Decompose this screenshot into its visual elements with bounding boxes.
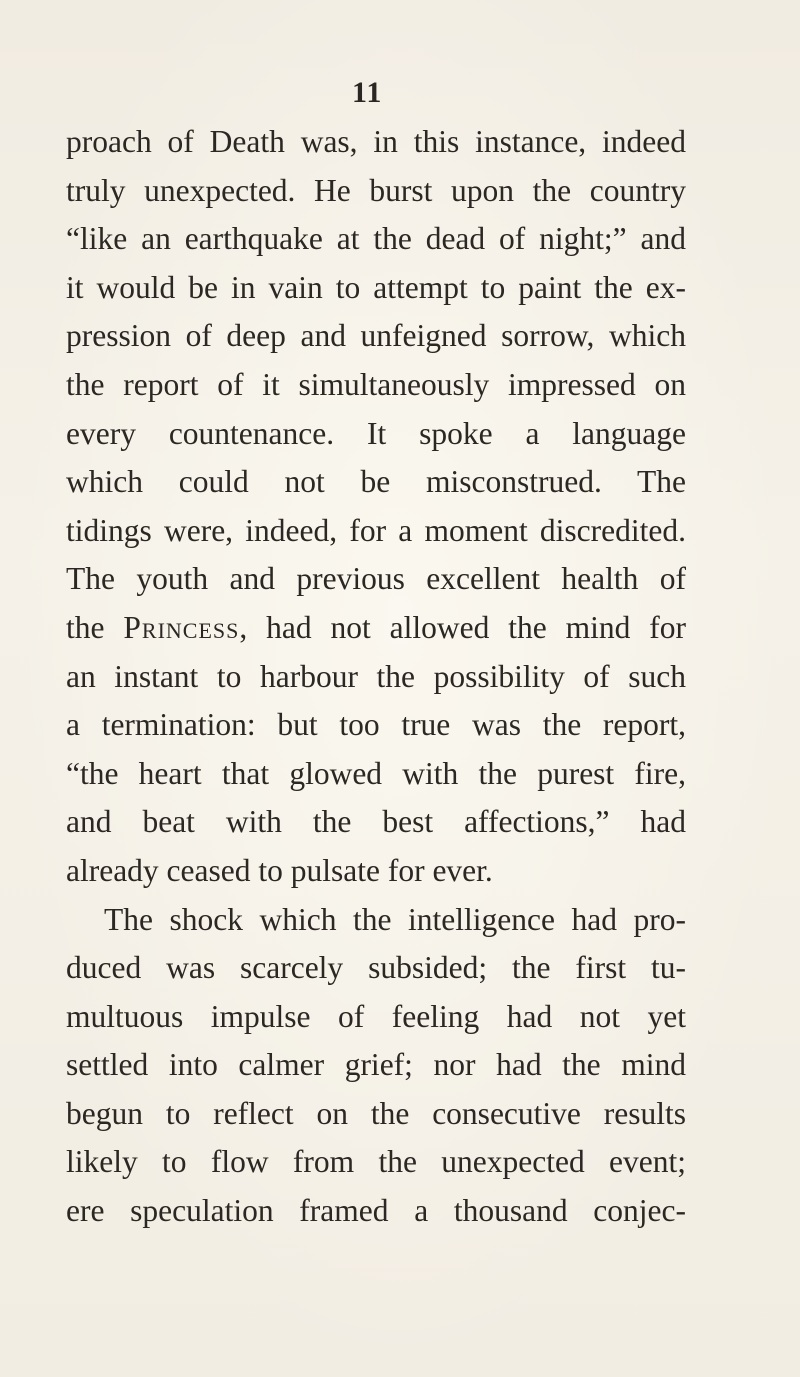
text-line: multuous impulse of feeling had not yet [66, 998, 686, 1034]
text-line: settled into calmer grief; nor had the mind [66, 1047, 686, 1083]
text-line: The youth and previous excellent health of [66, 561, 686, 597]
text-line: a termination: but too true was the report, [66, 707, 686, 743]
text-line: every countenance. It spoke a language [66, 415, 686, 451]
paragraph-start-line: The shock which the intelligence had pro- [104, 901, 686, 937]
text-line: which could not be misconstrued. The [66, 464, 686, 500]
text-line: the report of it simultaneously impressed on [66, 366, 686, 402]
text-line-princess [66, 604, 686, 653]
text-line: likely to flow from the unexpected event; [66, 1144, 686, 1180]
text-line: tidings were, indeed, for a moment discredited. [66, 512, 686, 548]
page-number: 11 [352, 76, 383, 109]
body-text [66, 118, 686, 1236]
text-line: truly unexpected. He burst upon the country [66, 172, 686, 208]
paragraph-end-line: already ceased to pulsate for ever. [66, 852, 493, 888]
text-line: pression of deep and unfeigned sorrow, which [66, 318, 686, 354]
text-line: “the heart that glowed with the purest fire, [66, 755, 686, 791]
text-line: ere speculation framed a thousand conjec- [66, 1193, 686, 1229]
text-line: an instant to harbour the possibility of such [66, 658, 686, 694]
text-line: duced was scarcely subsided; the first tu- [66, 950, 686, 986]
text-segment: , had not allowed the mind for [239, 609, 686, 645]
text-line: proach of Death was, in this instance, indeed [66, 124, 686, 159]
text-line: begun to reflect on the consecutive results [66, 1095, 686, 1131]
text-line: “like an earthquake at the dead of night;” and [66, 221, 686, 257]
text-segment: the [66, 609, 124, 645]
small-caps-name: Princess [123, 609, 240, 645]
text-line: it would be in vain to attempt to paint the ex- [66, 269, 686, 305]
text-line: and beat with the best affections,” had [66, 804, 686, 840]
